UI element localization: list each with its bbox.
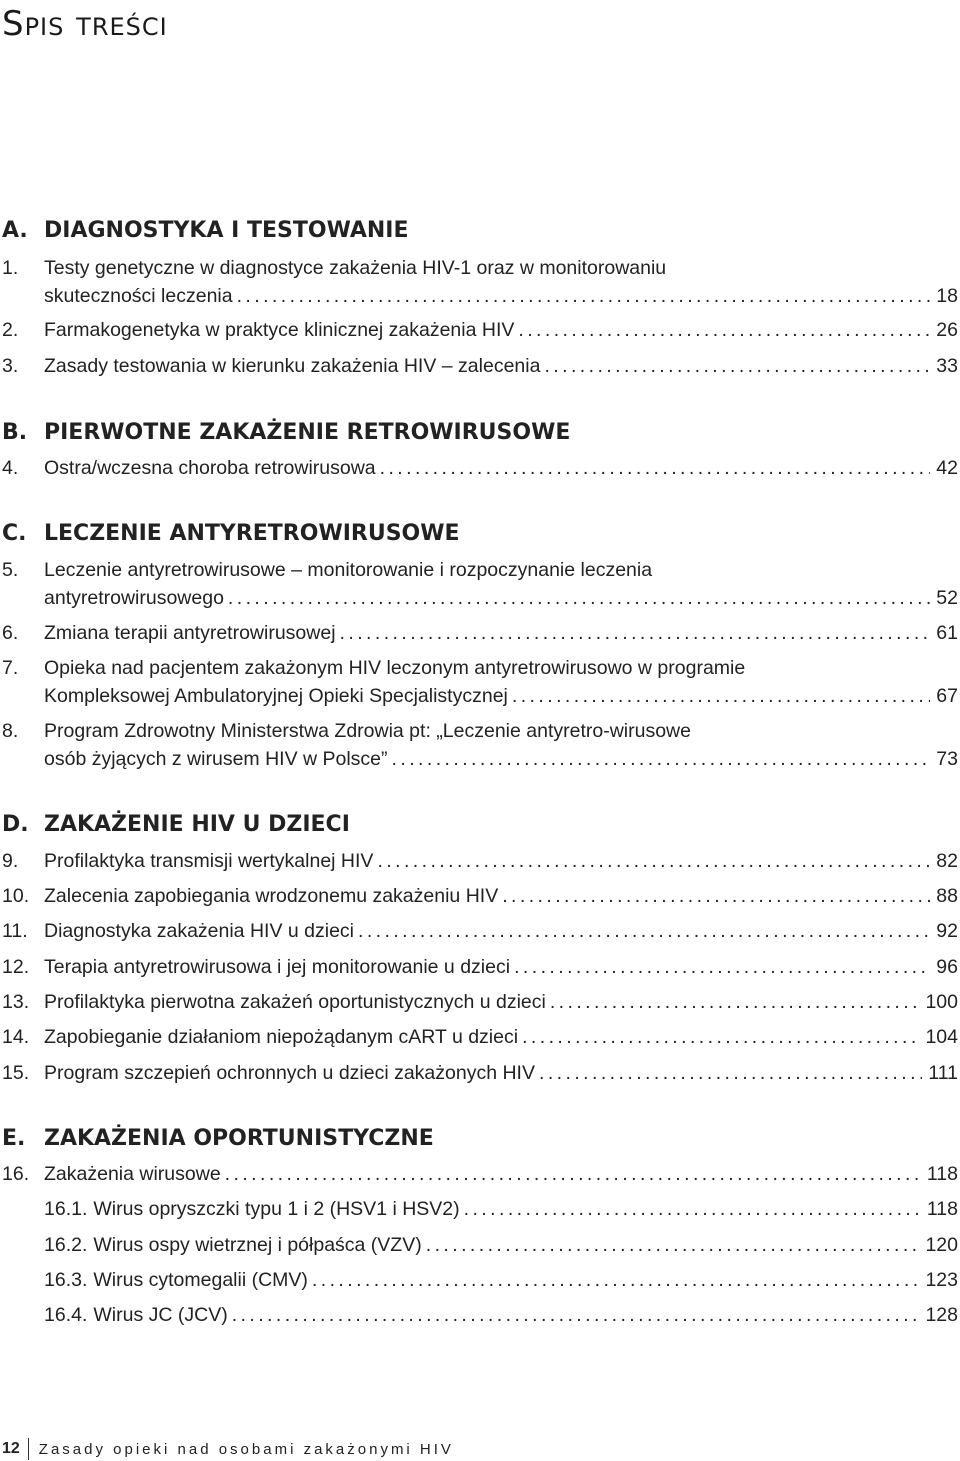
entry-text: Testy genetyczne w diagnostyce zakażenia HIV-1 oraz w monitorowaniu (44, 257, 667, 279)
footer-divider (28, 1438, 29, 1460)
entry-number: 14. (2, 1026, 30, 1048)
toc-entry-6[interactable] (2, 620, 958, 646)
entry-page: 82 (936, 850, 958, 872)
entry-number: 6. (2, 622, 19, 644)
toc-entry-1-cont[interactable] (44, 283, 958, 309)
entry-text: Profilaktyka pierwotna zakażeń oportunistycznych u dzieci (44, 991, 546, 1013)
toc-entry-8-cont[interactable] (44, 746, 958, 772)
entry-page: 120 (925, 1234, 958, 1256)
dot-leader (514, 954, 930, 980)
entry-page: 118 (926, 1198, 958, 1220)
section-heading-a (2, 216, 409, 246)
toc-entry-1[interactable] (2, 255, 958, 281)
toc-entry-7[interactable] (2, 655, 958, 681)
entry-text-cont: Kompleksowej Ambulatoryjnej Opieki Specjalistycznej (44, 685, 508, 707)
dot-leader (426, 1232, 920, 1258)
toc-entry-8[interactable] (2, 718, 958, 744)
entry-text: Diagnostyka zakażenia HIV u dzieci (44, 920, 354, 942)
entry-number: 1. (2, 257, 19, 279)
section-heading-e (2, 1124, 434, 1154)
entry-page: 96 (936, 956, 958, 978)
toc-entry-15[interactable] (2, 1060, 958, 1086)
entry-text-cont: osób żyjących z wirusem HIV w Polsce” (44, 748, 388, 770)
section-letter: C. (2, 521, 27, 546)
section-title: DIAGNOSTYKA I TESTOWANIE (44, 218, 409, 243)
entry-number: 4. (2, 457, 19, 479)
toc-entry-16[interactable] (2, 1161, 958, 1187)
entry-text: Zasady testowania w kierunku zakażenia HIV – zalecenia (44, 355, 541, 377)
section-letter: E. (2, 1126, 26, 1151)
entry-text: Wirus ospy wietrznej i półpaśca (VZV) (93, 1234, 422, 1256)
entry-number: 16.2. (44, 1234, 88, 1256)
toc-entry-7-cont[interactable] (44, 683, 958, 709)
entry-number: 5. (2, 559, 19, 581)
dot-leader (550, 989, 920, 1015)
section-heading-c (2, 519, 460, 549)
entry-number: 12. (2, 956, 30, 978)
entry-number: 7. (2, 657, 19, 679)
section-title: ZAKAŻENIA OPORTUNISTYCZNE (44, 1126, 434, 1151)
entry-number: 16.4. (44, 1304, 88, 1326)
dot-leader (358, 918, 930, 944)
toc-entry-4[interactable] (2, 455, 958, 481)
dot-leader (522, 1024, 919, 1050)
dot-leader (502, 883, 930, 909)
entry-text: Wirus cytomegalii (CMV) (93, 1269, 308, 1291)
entry-number: 8. (2, 720, 19, 742)
entry-number: 3. (2, 355, 19, 377)
dot-leader (464, 1196, 921, 1222)
entry-page: 73 (936, 748, 958, 770)
toc-entry-13[interactable] (2, 989, 958, 1015)
entry-text-cont: antyretrowirusowego (44, 587, 224, 609)
entry-page: 33 (936, 355, 958, 377)
dot-leader (380, 455, 931, 481)
entry-page: 111 (928, 1062, 958, 1084)
entry-page: 104 (925, 1026, 958, 1048)
entry-page: 42 (936, 457, 958, 479)
section-title: ZAKAŻENIE HIV U DZIECI (44, 812, 350, 837)
entry-text: Ostra/wczesna choroba retrowirusowa (44, 457, 376, 479)
toc-entry-12[interactable] (2, 954, 958, 980)
section-letter: D. (2, 812, 29, 837)
entry-text: Farmakogenetyka w praktyce klinicznej zakażenia HIV (44, 319, 515, 341)
entry-page: 52 (936, 587, 958, 609)
dot-leader (340, 620, 931, 646)
section-title: LECZENIE ANTYRETROWIRUSOWE (44, 521, 460, 546)
entry-page: 88 (936, 885, 958, 907)
toc-entry-16-3[interactable] (44, 1267, 958, 1293)
entry-text: Zapobieganie działaniom niepożądanym cART u dzieci (44, 1026, 519, 1048)
entry-page: 128 (925, 1304, 958, 1326)
dot-leader (237, 283, 931, 309)
dot-leader (544, 353, 930, 379)
toc-entry-3[interactable] (2, 353, 958, 379)
entry-text: Terapia antyretrowirusowa i jej monitorowanie u dzieci (44, 956, 511, 978)
entry-number: 9. (2, 850, 19, 872)
entry-text: Wirus opryszczki typu 1 i 2 (HSV1 i HSV2) (93, 1198, 460, 1220)
dot-leader (312, 1267, 920, 1293)
entry-number: 15. (2, 1062, 30, 1084)
entry-text: Opieka nad pacjentem zakażonym HIV leczonym antyretrowirusowo w programie (44, 657, 746, 679)
toc-entry-5[interactable] (2, 557, 958, 583)
section-heading-d (2, 810, 350, 840)
footer-title: Zasady opieki nad osobami zakażonymi HIV (38, 1440, 454, 1458)
toc-entry-16-1[interactable] (44, 1196, 958, 1222)
dot-leader (232, 1302, 920, 1328)
entry-number: 2. (2, 319, 19, 341)
footer-page-number: 12 (2, 1440, 20, 1457)
section-letter: B. (2, 420, 28, 445)
page-footer (2, 1437, 454, 1461)
section-heading-b (2, 418, 570, 448)
entry-text: Program szczepień ochronnych u dzieci zakażonych HIV (44, 1062, 535, 1084)
entry-text: Wirus JC (JCV) (93, 1304, 228, 1326)
entry-number: 10. (2, 885, 30, 907)
section-title: PIERWOTNE ZAKAŻENIE RETROWIRUSOWE (44, 420, 571, 445)
entry-page: 67 (936, 685, 958, 707)
entry-page: 118 (926, 1163, 958, 1185)
dot-leader (225, 1161, 921, 1187)
page-title: Spis treści (2, 4, 168, 44)
toc-entry-11[interactable] (2, 918, 958, 944)
toc-entry-14[interactable] (2, 1024, 958, 1050)
entry-number: 11. (2, 920, 28, 942)
entry-text: Profilaktyka transmisji wertykalnej HIV (44, 850, 374, 872)
dot-leader (539, 1060, 922, 1086)
toc-entry-2[interactable] (2, 317, 958, 343)
entry-page: 61 (936, 622, 958, 644)
entry-page: 18 (936, 285, 958, 307)
dot-leader (512, 683, 930, 709)
entry-number: 16. (2, 1163, 30, 1185)
entry-text: Zakażenia wirusowe (44, 1163, 221, 1185)
entry-text: Leczenie antyretrowirusowe – monitorowanie i rozpoczynanie leczenia (44, 559, 653, 581)
entry-text: Zmiana terapii antyretrowirusowej (44, 622, 336, 644)
toc-entry-16-2[interactable] (44, 1232, 958, 1258)
toc-entry-5-cont[interactable] (44, 585, 958, 611)
entry-number: 13. (2, 991, 30, 1013)
entry-page: 123 (925, 1269, 958, 1291)
dot-leader (228, 585, 930, 611)
dot-leader (518, 317, 930, 343)
entry-text: Program Zdrowotny Ministerstwa Zdrowia pt: „Leczenie antyretro-wirusowe (44, 720, 691, 742)
dot-leader (377, 848, 930, 874)
entry-number: 16.1. (44, 1198, 88, 1220)
entry-page: 100 (925, 991, 958, 1013)
entry-text-cont: skuteczności leczenia (44, 285, 233, 307)
entry-page: 92 (936, 920, 958, 942)
toc-entry-9[interactable] (2, 848, 958, 874)
entry-text: Zalecenia zapobiegania wrodzonemu zakażeniu HIV (44, 885, 499, 907)
toc-entry-10[interactable] (2, 883, 958, 909)
section-letter: A. (2, 218, 28, 243)
entry-number: 16.3. (44, 1269, 88, 1291)
entry-page: 26 (936, 319, 958, 341)
dot-leader (392, 746, 931, 772)
toc-entry-16-4[interactable] (44, 1302, 958, 1328)
